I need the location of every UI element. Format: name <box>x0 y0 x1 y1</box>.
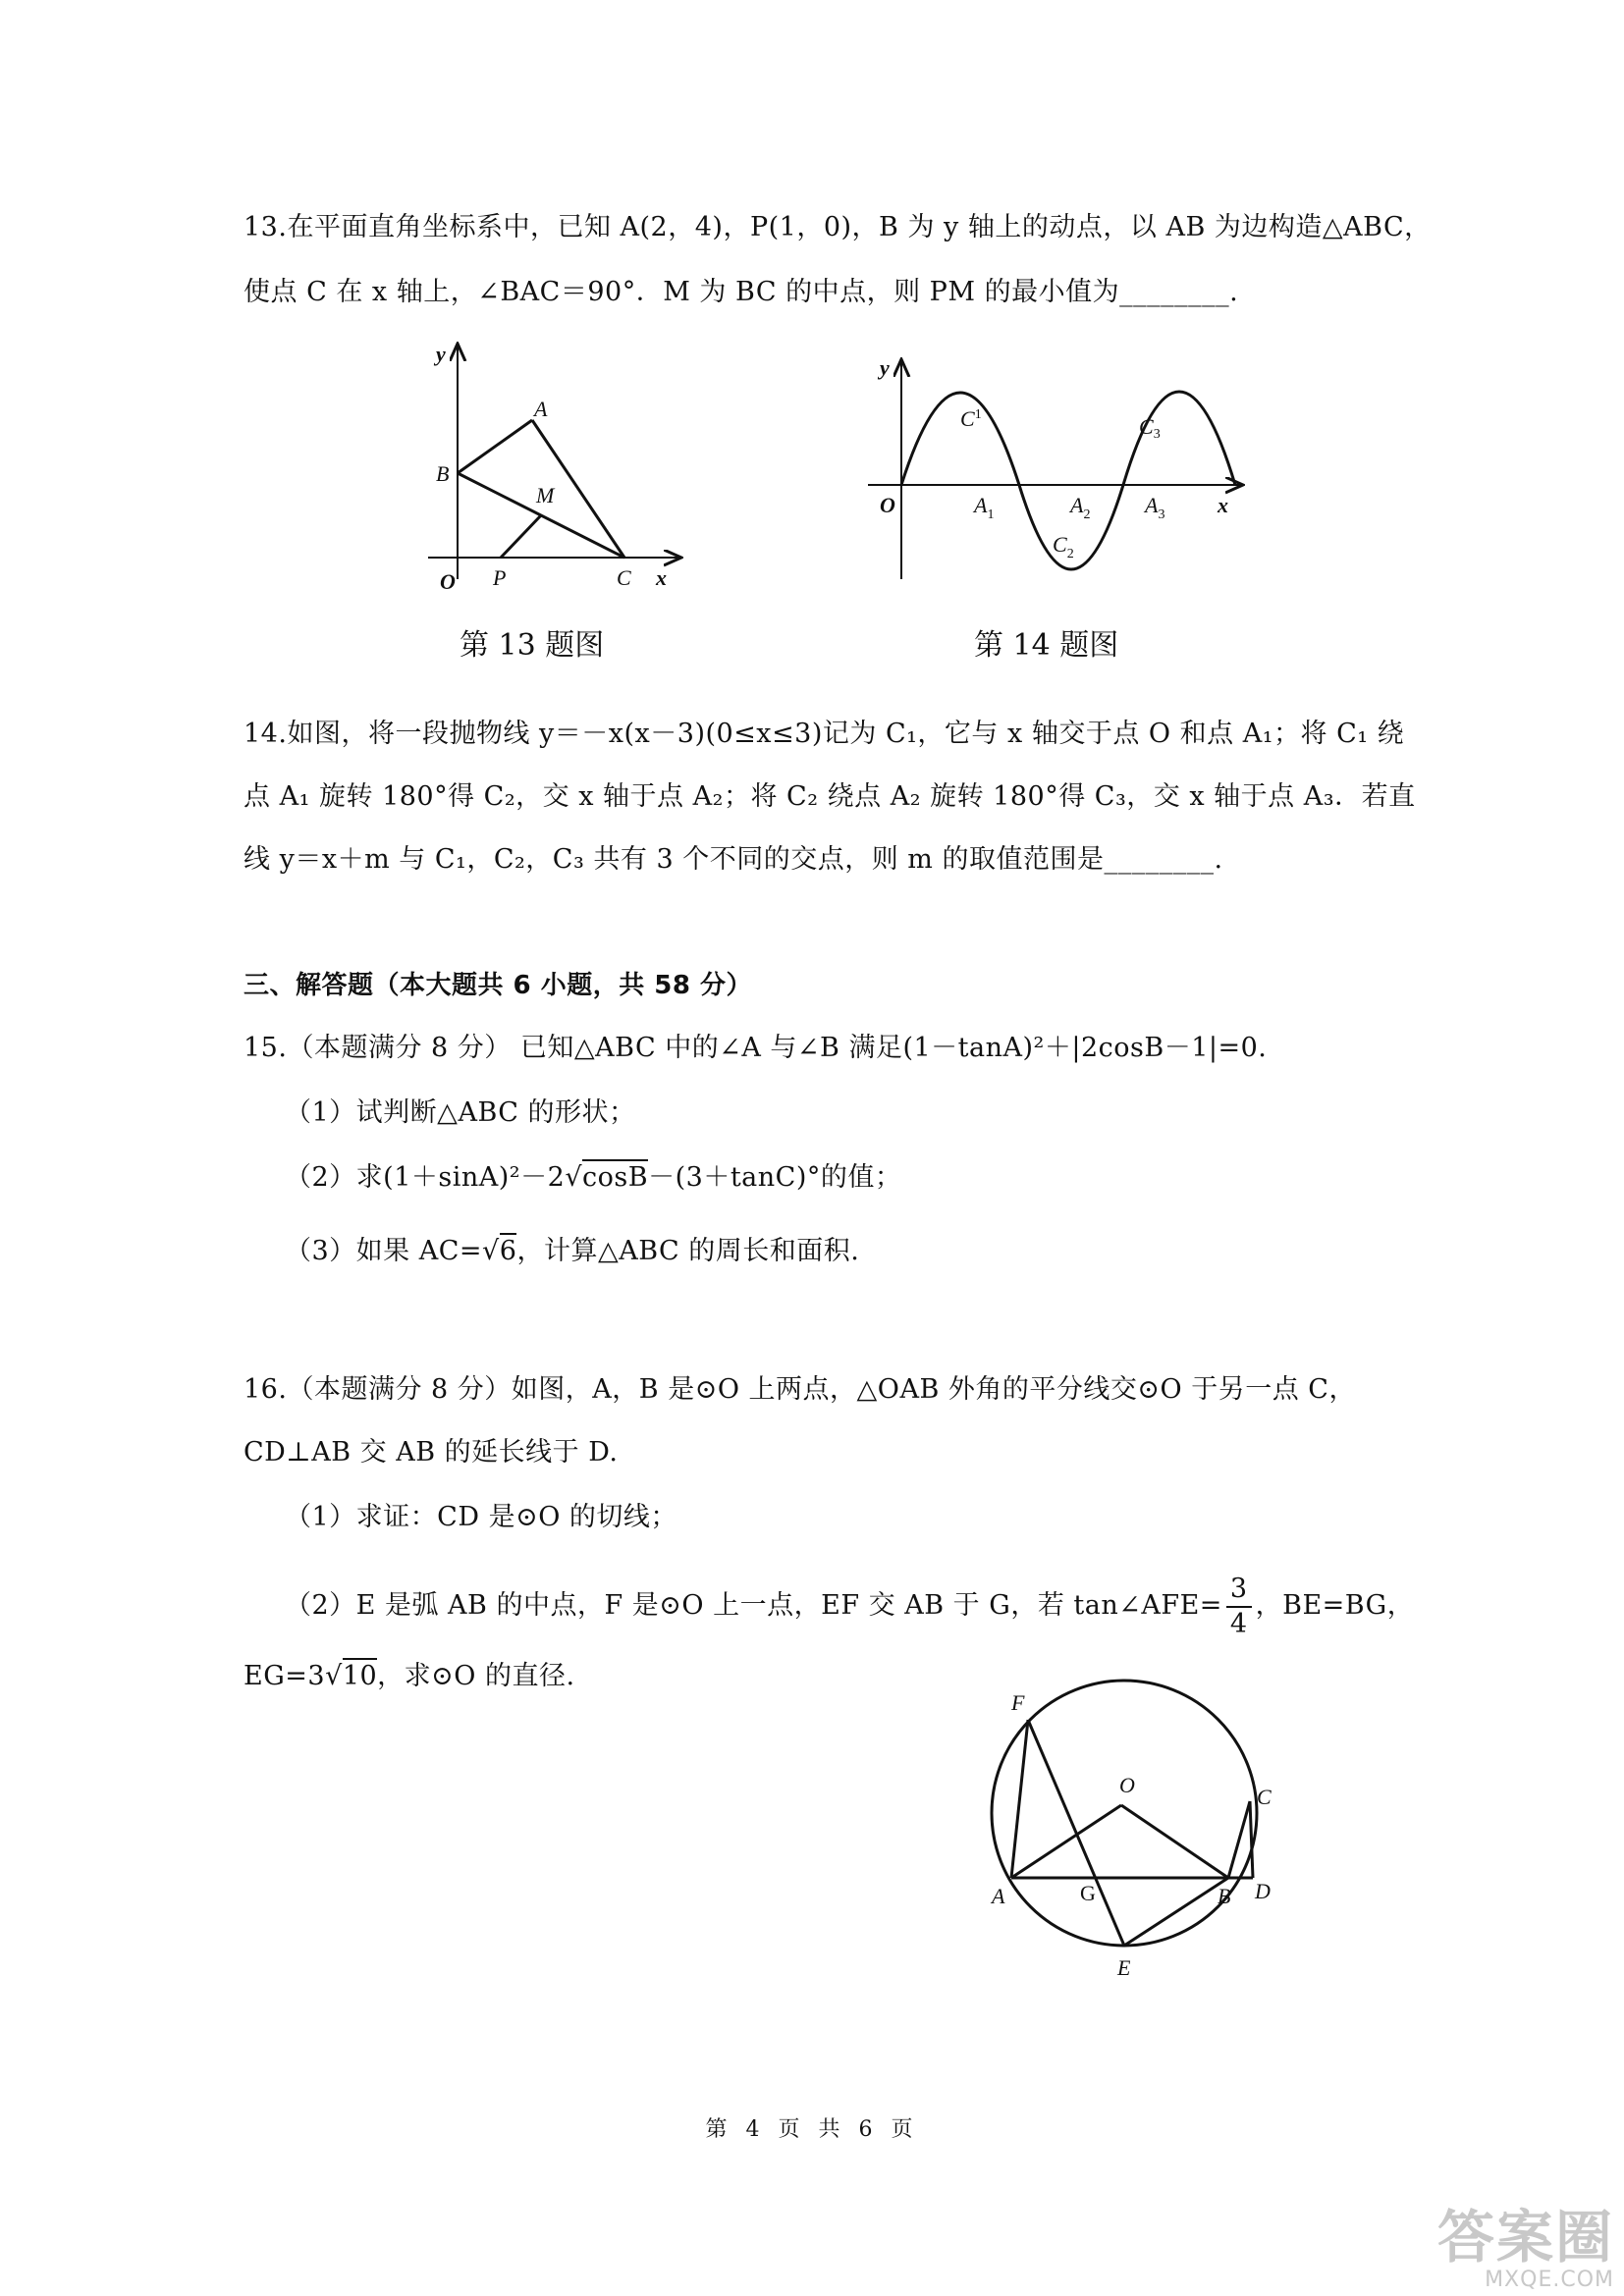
fig16-label-b: B <box>1218 1884 1231 1908</box>
fig16-segment-ob <box>1121 1805 1228 1878</box>
fig13-label-o: O <box>440 569 456 594</box>
q14-line-1: 14.如图，将一段抛物线 y＝－x(x－3)(0≤x≤3)记为 C₁，它与 x 轴交于点 O 和点 A₁；将 C₁ 绕 <box>244 719 1405 749</box>
q16-fraction-denominator: 4 <box>1229 1608 1248 1639</box>
q15-part-1: （1）试判断△ABC 的形状； <box>285 1097 636 1128</box>
page-number: 第 4 页 共 6 页 <box>705 2117 919 2142</box>
fig13-label-b: B <box>436 461 450 486</box>
q16-fraction <box>1226 1573 1252 1641</box>
fig14-label-x: x <box>1218 493 1228 517</box>
q15-part-2: （2）求(1＋sinA)²－2√cosB－(3＋tanC)°的值； <box>285 1158 901 1198</box>
q16-part-3-radicand: 10 <box>343 1658 377 1691</box>
q16-part-3: EG=3√10，求⊙O 的直径. <box>244 1657 575 1696</box>
fig13-label-c: C <box>617 565 631 590</box>
q14-line-3: 线 y＝x＋m 与 C₁，C₂，C₃ 共有 3 个不同的交点，则 m 的取值范围是________. <box>244 844 1223 875</box>
fig16-label-o: O <box>1119 1773 1135 1797</box>
fig13-label-x: x <box>656 565 667 590</box>
q15-part-3: （3）如果 AC=√6，计算△ABC 的周长和面积. <box>285 1232 859 1271</box>
q15-part-2-post: －(3＋tanC)°的值； <box>648 1162 902 1193</box>
watermark-site: MXQE.COM <box>1485 2268 1614 2292</box>
q16-fraction-numerator: 3 <box>1226 1573 1252 1608</box>
fig13-label-a: A <box>534 397 548 421</box>
fig13-segment-ba <box>458 420 532 473</box>
fig14-label-y: y <box>880 355 890 380</box>
fig14-label-a1: $A_1$ <box>974 493 995 522</box>
fig16-label-e: E <box>1117 1955 1131 1980</box>
q16-stem-2: CD⊥AB 交 AB 的延长线于 D. <box>244 1437 619 1468</box>
q16-part-3-coef: 3 <box>307 1661 326 1691</box>
fig13-segment-pm <box>501 515 541 558</box>
fig14-label-a3: $A_3$ <box>1145 493 1165 522</box>
fig16-segment-fa <box>1011 1720 1028 1878</box>
fig13-label-p: P <box>493 565 507 590</box>
watermark <box>1437 2191 1614 2292</box>
q15-part-3-pre: （3）如果 AC= <box>285 1236 483 1266</box>
figure-16 <box>982 1681 1296 1995</box>
fig16-segment-fe <box>1028 1720 1124 1946</box>
figure-13 <box>422 342 667 594</box>
q15-part-2-pre: （2）求(1＋sinA)²－2 <box>285 1162 566 1193</box>
fig14-label-c1: $C^1$ <box>960 406 982 431</box>
fig16-segment-cd <box>1250 1801 1253 1878</box>
q16-part-2-pre: （2）E 是弧 AB 的中点，F 是⊙O 上一点，EF 交 AB 于 G，若 tan∠AFE= <box>285 1590 1222 1621</box>
q16-part-3-pre: EG= <box>244 1661 308 1691</box>
figure-14 <box>862 353 1235 579</box>
q16-part-2-post: ，BE=BG， <box>1255 1590 1415 1621</box>
fig14-label-c3: C3 <box>1139 414 1161 442</box>
q16-part-2 <box>285 1567 1414 1645</box>
fig16-segment-ao <box>1011 1805 1121 1878</box>
fig13-caption: 第 13 题图 <box>460 628 605 663</box>
q14-line-2: 点 A₁ 旋转 180°得 C₂，交 x 轴于点 A₂；将 C₂ 绕点 A₂ 旋转 180°得 C₃，交 x 轴于点 A₃．若直 <box>244 781 1416 812</box>
fig16-label-g: G <box>1080 1881 1096 1905</box>
fig14-label-o: O <box>880 493 895 517</box>
fig14-label-c2: $C_2$ <box>1053 532 1074 561</box>
q13-line-1: 13.在平面直角坐标系中，已知 A(2，4)，P(1，0)，B 为 y 轴上的动点，以 AB 为边构造△ABC， <box>244 212 1432 242</box>
q15-part-3-radicand: 6 <box>500 1233 517 1266</box>
fig16-label-a: A <box>992 1884 1005 1908</box>
fig16-label-f: F <box>1011 1690 1025 1715</box>
watermark-brand: 答案圈 <box>1436 2204 1614 2270</box>
q13-line-2: 使点 C 在 x 轴上，∠BAC＝90°．M 为 BC 的中点，则 PM 的最小值为________. <box>244 277 1239 307</box>
section-3-title: 三、解答题（本大题共 6 小题，共 58 分） <box>244 971 752 1000</box>
fig13-label-y: y <box>436 342 446 366</box>
q15-stem: 15.（本题满分 8 分） 已知△ABC 中的∠A 与∠B 满足(1－tanA)²＋|2cosB－1|=0. <box>244 1033 1268 1063</box>
q16-stem-1: 16.（本题满分 8 分）如图，A，B 是⊙O 上两点，△OAB 外角的平分线交⊙O 于另一点 C， <box>244 1374 1356 1405</box>
fig14-label-a2: $A_2$ <box>1070 493 1091 522</box>
fig16-label-d: D <box>1255 1879 1271 1903</box>
q16-part-3-post: ，求⊙O 的直径. <box>377 1661 575 1691</box>
q15-part-2-radicand: cosB <box>582 1159 648 1193</box>
fig14-caption: 第 14 题图 <box>974 628 1119 663</box>
fig13-label-m: M <box>536 483 555 507</box>
fig16-label-c: C <box>1257 1785 1272 1809</box>
q15-part-3-post: ，计算△ABC 的周长和面积. <box>516 1236 860 1266</box>
q16-part-1: （1）求证：CD 是⊙O 的切线； <box>285 1502 677 1532</box>
